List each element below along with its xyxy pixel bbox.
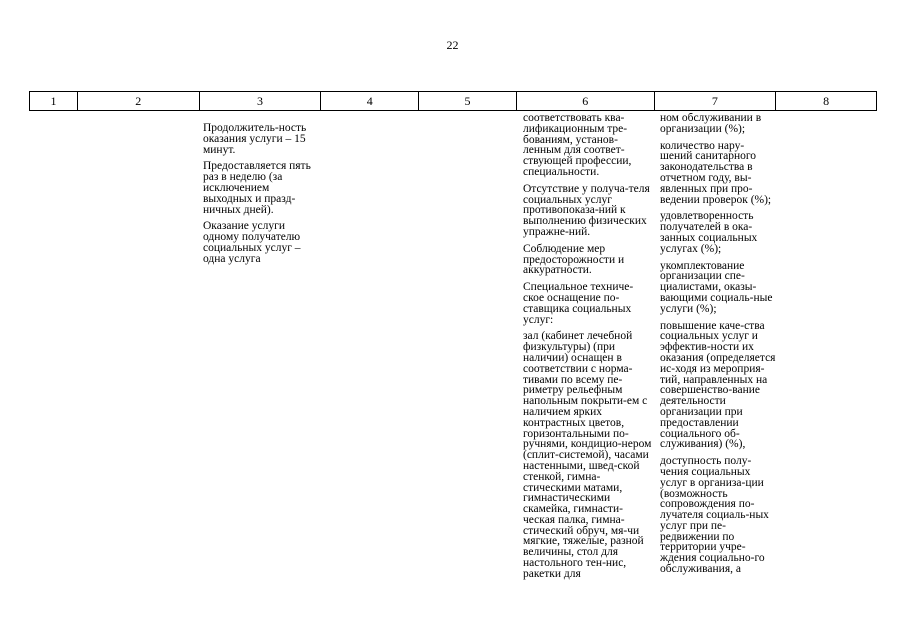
- col7-paragraph: повышение каче-ства социальных услуг и эффектив-ности их оказания (определяется ис-ходя из мероприя-тий, направленных на совершенство-вание деятельности организации при предоставлении социального об-служивания) (%),: [660, 319, 776, 451]
- col6-paragraph: Специальное техниче-ское оснащение по-ставщика социальных услуг:: [523, 281, 634, 326]
- col6-paragraph: Отсутствие у получа-теля социальных услуг противопоказа-ний к выполнению физических упражне-ний.: [523, 182, 650, 238]
- col6-paragraph: зал (кабинет лечебной физкультуры) (при наличии) оснащен в соответствии с норма-тивами по всему пе-риметру рельефным напольным покрыти-ем с наличием ярких контрастных цветов, горизонтальными по-ручнями, кондицио-нером (сплит-системой), часами настенными, швед-ской стенкой, гимна-стическими матами, гимнастическими скамейка, гимнасти-ческая палка, гимна-стический обруч, мя-чи мягкие, тяжелые, разной величины, стол для настольного тен-нис, ракетки для: [523, 330, 652, 580]
- col3-paragraph: Оказание услуги одному получателю социальных услуг – одна услуга: [203, 220, 301, 265]
- col7-paragraph: укомплектование организации спе-циалистами, оказы-вающими социаль-ные услуги (%);: [660, 259, 773, 315]
- page-number: 22: [446, 38, 459, 52]
- header-col-2: 2: [78, 92, 200, 110]
- col3-paragraph: Продолжитель-ность оказания услуги – 15 минут.: [203, 122, 307, 156]
- col7-text: [660, 113, 776, 581]
- header-col-1: 1: [30, 92, 78, 110]
- col3-text: [203, 123, 321, 271]
- col3-paragraph: Предоставляется пять раз в неделю (за исключением выходных и празд-ничных дней).: [203, 160, 311, 216]
- header-col-7: 7: [655, 92, 777, 110]
- col6-paragraph: Соблюдение мер предосторожности и аккуратности.: [523, 242, 625, 277]
- header-col-5: 5: [419, 92, 517, 110]
- col7-clip: [660, 113, 778, 610]
- col7-paragraph: ном обслуживании в организации (%);: [660, 113, 762, 135]
- col6-clip: [523, 113, 655, 610]
- table-header-row: [29, 91, 877, 111]
- header-col-3: 3: [200, 92, 322, 110]
- col6-text: [523, 113, 653, 586]
- header-col-4: 4: [321, 92, 419, 110]
- col7-paragraph: доступность полу-чения социальных услуг в организа-ции (возможность сопровождения по-лучателя социаль-ных услуг при пе-редвижении по территории учре-ждения социально-го обслуживания, а: [660, 455, 769, 576]
- header-col-6: 6: [517, 92, 655, 110]
- col7-paragraph: удовлетворенность получателей в ока-занных социальных услугах (%);: [660, 210, 758, 255]
- header-col-8: 8: [823, 94, 830, 108]
- col6-paragraph: соответствовать ква-лификационным тре-бованиям, установ-ленным для соответ-ствующей профессии, специальности.: [523, 113, 632, 178]
- col7-paragraph: количество нару-шений санитарного законодательства в отчетном году, вы-явленных при про-ведении проверок (%);: [660, 139, 772, 206]
